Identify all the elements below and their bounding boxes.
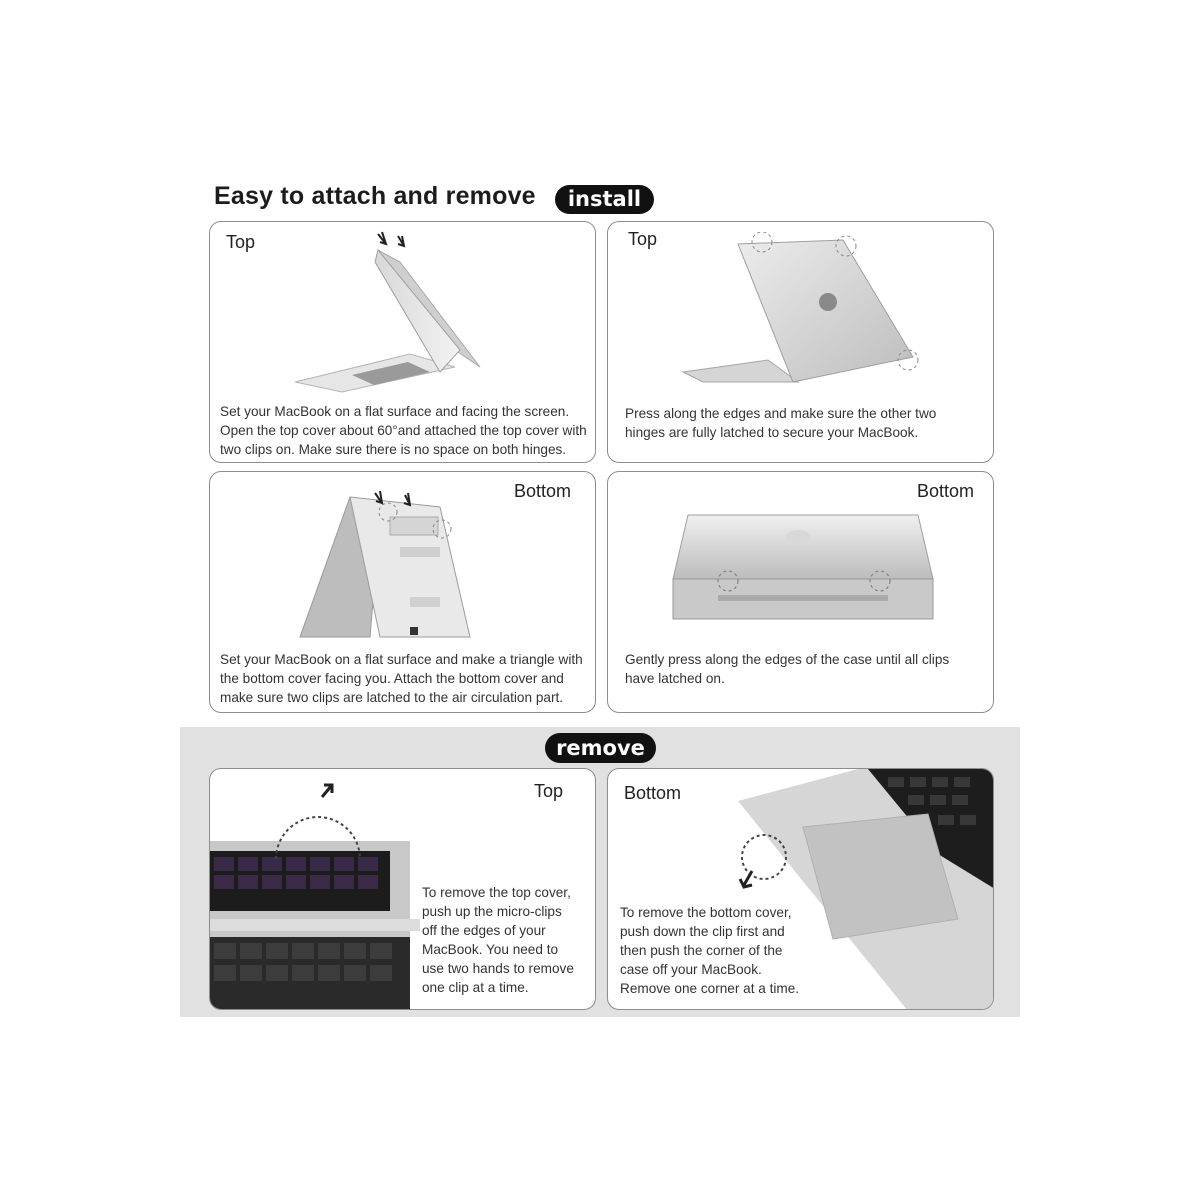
caption-line: Press along the edges and make sure the other two [625, 406, 937, 421]
panel-caption [625, 650, 949, 688]
arrow-down-icon [738, 869, 758, 891]
panel-caption [620, 903, 799, 998]
caption-line: Remove one corner at a time. [620, 981, 800, 996]
panel-label: Bottom [624, 783, 682, 803]
panel-caption [220, 650, 583, 707]
caption-line: two clips on. Make sure there is no space on both hinges. [220, 442, 567, 457]
panel-label: Top [226, 232, 256, 252]
caption-line: push down the clip first and [620, 924, 785, 939]
install-bottom-step2-panel [607, 471, 994, 713]
caption-line: one clip at a time. [422, 980, 529, 995]
caption-line: To remove the top cover, [422, 885, 571, 900]
caption-line: Gently press along the edges of the case until all clips [625, 652, 950, 667]
caption-line: off the edges of your [422, 923, 546, 938]
panel-label: Bottom [514, 481, 572, 501]
caption-line: use two hands to remove [422, 961, 574, 976]
install-top-step2-panel [607, 221, 994, 463]
keyboard-closeup-illustration [210, 779, 430, 1010]
caption-line: case off your MacBook. [620, 962, 762, 977]
panel-label: Top [534, 781, 564, 801]
caption-line: then push the corner of the [620, 943, 783, 958]
laptop-open-60-illustration [290, 222, 540, 397]
panel-caption [220, 402, 587, 459]
panel-caption [625, 404, 936, 442]
laptop-back-illustration [678, 232, 938, 392]
panel-caption [422, 883, 574, 997]
caption-line: MacBook. You need to [422, 942, 559, 957]
panel-label: Bottom [917, 481, 975, 501]
install-bottom-step1-panel [209, 471, 596, 713]
caption-line: Set your MacBook on a flat surface and facing the screen. [220, 404, 570, 419]
caption-line: To remove the bottom cover, [620, 905, 792, 920]
install-badge: install [555, 185, 654, 214]
remove-bottom-panel [607, 768, 994, 1010]
laptop-triangle-illustration [270, 487, 500, 647]
install-top-step1-panel [209, 221, 596, 463]
page-title: Easy to attach and remove [214, 182, 536, 210]
caption-line: Set your MacBook on a flat surface and make a triangle with [220, 652, 583, 667]
panel-label: Top [628, 229, 658, 249]
remove-badge: remove [545, 733, 656, 763]
laptop-closed-illustration [668, 507, 938, 627]
caption-line: push up the micro-clips [422, 904, 562, 919]
caption-line: hinges are fully latched to secure your MacBook. [625, 425, 919, 440]
caption-line: Open the top cover about 60°and attached the top cover with [220, 423, 587, 438]
caption-line: the bottom cover facing you. Attach the bottom cover and [220, 671, 564, 686]
remove-top-panel [209, 768, 596, 1010]
caption-line: make sure two clips are latched to the air circulation part. [220, 690, 564, 705]
caption-line: have latched on. [625, 671, 725, 686]
